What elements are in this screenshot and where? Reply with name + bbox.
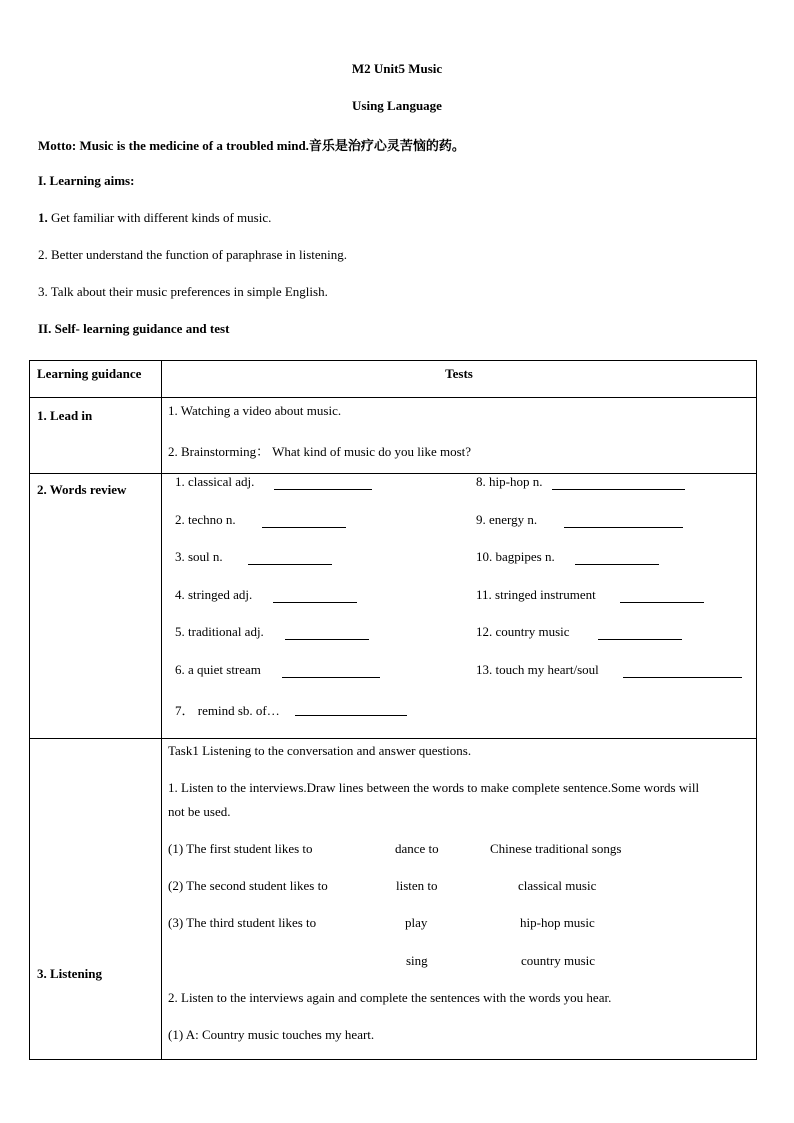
word-item-3: 3. soul n. [175, 549, 223, 564]
answer-blank[interactable] [248, 564, 332, 565]
genre-option[interactable]: classical music [518, 878, 597, 893]
word-item-13: 13. touch my heart/soul [476, 662, 599, 677]
col-header-tests: Tests [445, 366, 473, 381]
aim-item-1-text: Get familiar with different kinds of music. [47, 210, 272, 225]
table-border [29, 360, 757, 361]
table-border [29, 1059, 757, 1060]
document-title: M2 Unit5 Music [351, 61, 443, 76]
answer-blank[interactable] [285, 639, 369, 640]
answer-blank[interactable] [620, 602, 704, 603]
aim-item-2-num: 2. [38, 247, 48, 262]
word-item-1: 1. classical adj. [175, 474, 255, 489]
word-item-4: 4. stringed adj. [175, 587, 253, 602]
listening-instruction-2: 2. Listen to the interviews again and complete the sentences with the words you hear. [168, 990, 612, 1005]
genre-option[interactable]: hip-hop music [520, 915, 595, 930]
answer-blank[interactable] [273, 602, 357, 603]
motto: Motto: Music is the medicine of a troubled mind.音乐是治疗心灵苦恼的药。 [38, 138, 465, 153]
listening-instruction-1-cont: not be used. [168, 804, 231, 819]
word-item-5: 5. traditional adj. [175, 624, 264, 639]
word-item-9: 9. energy n. [476, 512, 538, 527]
answer-blank[interactable] [564, 527, 683, 528]
verb-option[interactable]: play [405, 915, 428, 930]
aim-item-2 [38, 247, 347, 263]
answer-blank[interactable] [282, 677, 380, 678]
word-item-11: 11. stringed instrument [476, 587, 596, 602]
answer-blank[interactable] [575, 564, 659, 565]
table-border [756, 360, 757, 1060]
word-item-8: 8. hip-hop n. [476, 474, 543, 489]
aim-item-1 [38, 210, 271, 226]
answer-blank[interactable] [295, 715, 407, 716]
lead-in-line-1: 1. Watching a video about music. [168, 403, 342, 418]
lead-in-line-2: 2. Brainstorming： What kind of music do you like most? [168, 444, 472, 459]
row-label-words-review: 2. Words review [37, 482, 127, 497]
table-border [161, 360, 162, 1060]
guidance-table [29, 360, 757, 1060]
aim-item-3 [38, 284, 328, 300]
table-border [29, 360, 30, 1060]
answer-blank[interactable] [274, 489, 372, 490]
aim-item-3-num: 3. [38, 284, 48, 299]
student-prompt-1: (1) The first student likes to [168, 841, 313, 856]
section2-heading: II. Self- learning guidance and test [38, 321, 230, 336]
student-prompt-2: (2) The second student likes to [168, 878, 328, 893]
word-item-10: 10. bagpipes n. [476, 549, 555, 564]
aim-item-3-text: Talk about their music preferences in simple English. [47, 284, 328, 299]
word-item-12: 12. country music [476, 624, 570, 639]
student-prompt-3: (3) The third student likes to [168, 915, 317, 930]
task1-instruction: Task1 Listening to the conversation and answer questions. [168, 743, 472, 758]
genre-option[interactable]: country music [521, 953, 596, 968]
table-border [29, 738, 757, 739]
answer-blank[interactable] [262, 527, 346, 528]
col-header-guidance: Learning guidance [37, 366, 142, 381]
answer-blank[interactable] [552, 489, 685, 490]
row-label-listening: 3. Listening [37, 966, 103, 981]
answer-blank[interactable] [623, 677, 742, 678]
aim-item-2-text: Better understand the function of paraphrase in listening. [47, 247, 348, 262]
table-border [29, 473, 757, 474]
row-label-lead-in: 1. Lead in [37, 408, 93, 423]
genre-option[interactable]: Chinese traditional songs [490, 841, 622, 856]
answer-blank[interactable] [598, 639, 682, 640]
word-item-6: 6. a quiet stream [175, 662, 261, 677]
listening-question-1: (1) A: Country music touches my heart. [168, 1027, 375, 1042]
verb-option[interactable]: dance to [395, 841, 439, 856]
aims-heading: I. Learning aims: [38, 173, 135, 188]
document-subtitle: Using Language [352, 98, 442, 113]
listening-instruction-1: 1. Listen to the interviews.Draw lines between the words to make complete sentence.Some words will [168, 780, 700, 795]
table-border [29, 397, 757, 398]
word-item-2: 2. techno n. [175, 512, 236, 527]
verb-option[interactable]: listen to [396, 878, 438, 893]
word-item-7: 7． remind sb. of… [175, 703, 280, 718]
aim-item-1-num: 1. [38, 210, 48, 225]
verb-option[interactable]: sing [406, 953, 428, 968]
